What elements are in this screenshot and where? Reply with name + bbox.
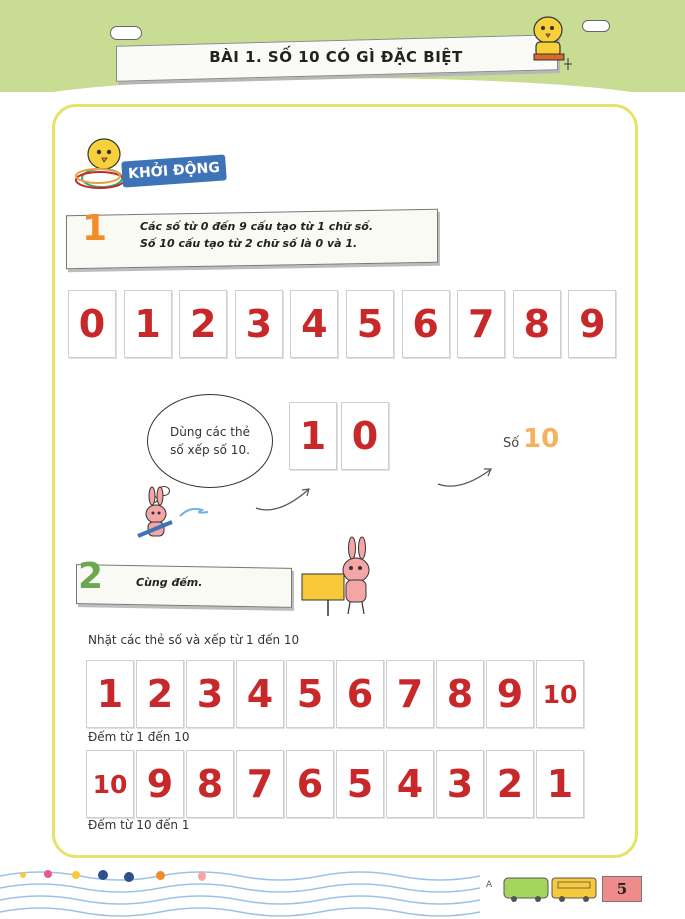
footer-dot — [124, 872, 134, 882]
digit-card-3: 3 — [235, 290, 283, 358]
digit-card-6: 6 — [402, 290, 450, 358]
cloud-right-decoration — [582, 20, 610, 32]
warmup-tag: KHỞI ĐỘNG — [121, 154, 227, 187]
ascending-card-2: 3 — [186, 660, 234, 728]
footer-dot — [198, 871, 206, 881]
thought-bubble — [147, 394, 273, 488]
descending-card-9: 1 — [536, 750, 584, 818]
ascending-card-4: 5 — [286, 660, 334, 728]
page-title: BÀI 1. SỐ 10 CÓ GÌ ĐẶC BIỆT — [209, 48, 463, 66]
footer-dot — [72, 871, 80, 879]
ascending-card-8: 9 — [486, 660, 534, 728]
ascending-caption: Đếm từ 1 đến 10 — [88, 730, 190, 744]
ascending-card-3: 4 — [236, 660, 284, 728]
descending-card-1: 9 — [136, 750, 184, 818]
ascending-card-5: 6 — [336, 660, 384, 728]
footer-dot — [98, 870, 108, 880]
digit-card-2: 2 — [179, 290, 227, 358]
descending-card-8: 2 — [486, 750, 534, 818]
digit-card-4: 4 — [290, 290, 338, 358]
descending-card-7: 3 — [436, 750, 484, 818]
bubble-text-line1: Dùng các thẻ — [170, 425, 250, 439]
cloud-left-decoration — [110, 26, 142, 40]
descending-card-2: 8 — [186, 750, 234, 818]
rabbit-sign-icon — [300, 536, 380, 618]
ten-card-1: 1 — [289, 402, 337, 470]
ascending-card-9: 10 — [536, 660, 584, 728]
rabbit-pencil-icon — [128, 486, 218, 546]
footer-dot — [20, 872, 26, 878]
page-number: 5 — [602, 876, 642, 902]
descending-card-4: 6 — [286, 750, 334, 818]
ascending-card-0: 1 — [86, 660, 134, 728]
digit-card-9: 9 — [568, 290, 616, 358]
arrow-icon — [252, 482, 316, 516]
result-value: 10 — [523, 424, 560, 454]
step2-number: 2 — [78, 556, 104, 597]
footer-dot — [156, 871, 165, 880]
train-icon — [500, 874, 602, 904]
digit-card-1: 1 — [124, 290, 172, 358]
ascending-card-6: 7 — [386, 660, 434, 728]
digit-card-5: 5 — [346, 290, 394, 358]
descending-card-6: 4 — [386, 750, 434, 818]
digit-card-8: 8 — [513, 290, 561, 358]
arrow-icon — [434, 462, 498, 492]
footer-mark: A — [486, 880, 493, 890]
descending-card-3: 7 — [236, 750, 284, 818]
descending-caption: Đếm từ 10 đến 1 — [88, 818, 190, 832]
chick-mascot-icon — [524, 8, 576, 78]
footer-dot — [44, 870, 52, 878]
counting-instruction: Nhặt các thẻ số và xếp từ 1 đến 10 — [88, 633, 300, 647]
ten-card-0: 0 — [341, 402, 389, 470]
descending-card-0: 10 — [86, 750, 134, 818]
step1-text-line1: Các số từ 0 đến 9 cấu tạo từ 1 chữ số. — [140, 220, 374, 233]
step2-text: Cùng đếm. — [136, 576, 203, 589]
step1-number: 1 — [82, 208, 108, 249]
ascending-card-1: 2 — [136, 660, 184, 728]
digit-card-0: 0 — [68, 290, 116, 358]
descending-card-5: 5 — [336, 750, 384, 818]
bubble-text-line2: số xếp số 10. — [170, 443, 250, 457]
digit-card-7: 7 — [457, 290, 505, 358]
result-label: Số — [503, 436, 520, 451]
ascending-card-7: 8 — [436, 660, 484, 728]
step1-text-line2: Số 10 cấu tạo từ 2 chữ số là 0 và 1. — [140, 237, 358, 250]
